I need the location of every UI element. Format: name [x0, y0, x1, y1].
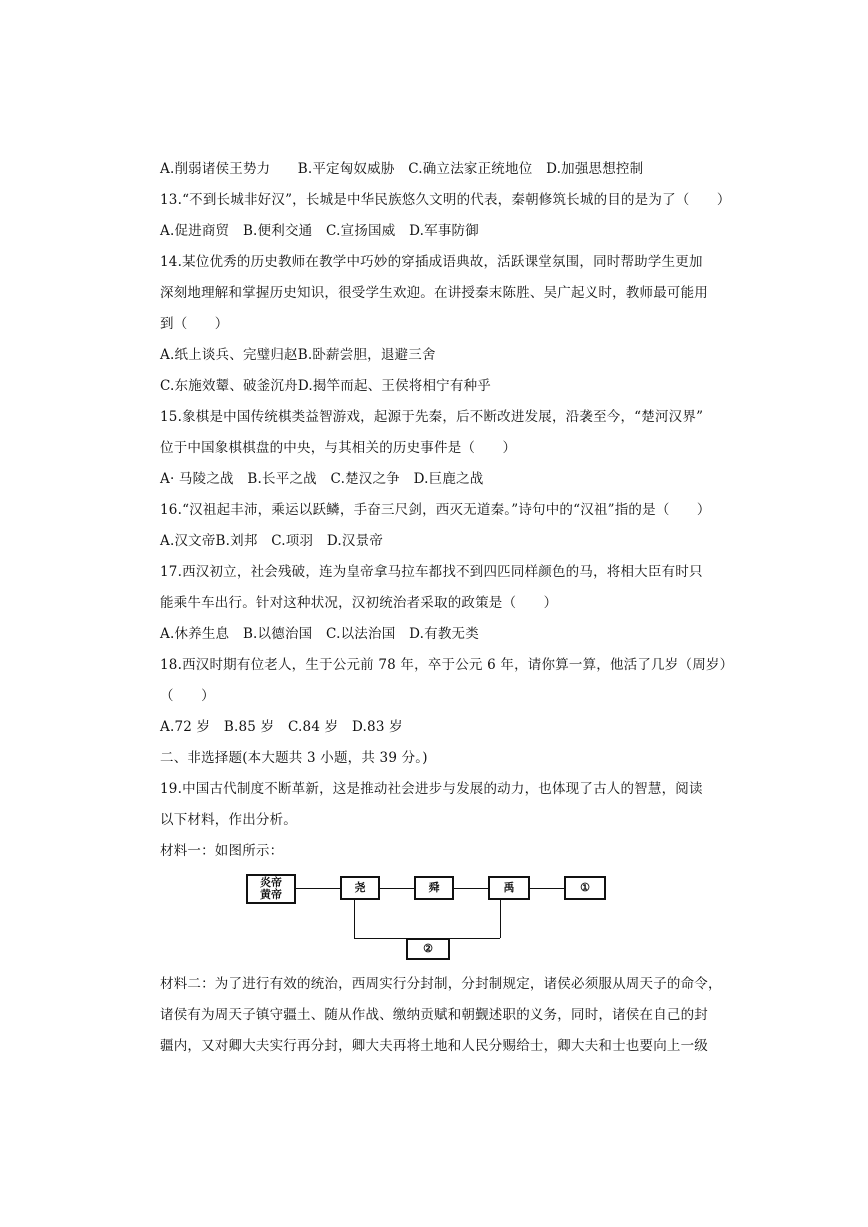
q14-options-ab: A.纸上谈兵、完璧归赵B.卧薪尝胆，退避三舍: [160, 347, 436, 363]
q15-stem-line2: 位于中国象棋棋盘的中央，与其相关的历史事件是（ ）: [160, 440, 517, 456]
q19-stem-line2: 以下材料，作出分析。: [160, 812, 297, 828]
material-two-line2: 诸侯有为周天子镇守疆土、随从作战、缴纳贡赋和朝觐述职的义务，同时，诸侯在自己的封: [160, 1007, 708, 1023]
connector-line: [530, 888, 564, 889]
q15-stem-line1: 15.象棋是中国传统棋类益智游戏，起源于先秦，后不断改进发展，沿袭至今，“楚河汉界”: [160, 409, 704, 425]
yan-huang-box: 炎帝 黄帝: [246, 874, 296, 904]
q14-options-cd: C.东施效颦、破釜沉舟D.揭竿而起、王侯将相宁有种乎: [160, 378, 491, 394]
connector-line: [454, 888, 488, 889]
shun-box: 舜: [414, 876, 454, 900]
section-two-heading: 二、非选择题(本大题共 3 小题，共 39 分。): [160, 750, 428, 766]
material-two-line1: 材料二：为了进行有效的统治，西周实行分封制，分封制规定，诸侯必须服从周天子的命令，: [160, 976, 722, 992]
q17-stem-line2: 能乘牛车出行。针对这种状况，汉初统治者采取的政策是（ ）: [160, 595, 558, 611]
material-one-label: 材料一：如图所示：: [160, 843, 284, 859]
q13-options: A.促进商贸 B.便利交通 C.宣扬国威 D.军事防御: [160, 223, 479, 239]
q17-stem-line1: 17.西汉初立，社会残破，连为皇帝拿马拉车都找不到四匹同样颜色的马，将相大臣有时只: [160, 564, 703, 580]
q14-stem-line1: 14.某位优秀的历史教师在教学中巧妙的穿插成语典故，活跃课堂氛围，同时帮助学生更加: [160, 254, 703, 270]
q15-options: A· 马陵之战 B.长平之战 C.楚汉之争 D.巨鹿之战: [160, 471, 484, 487]
q13-stem: 13.“不到长城非好汉”，长城是中华民族悠久文明的代表，秦朝修筑长城的目的是为了（ ）: [160, 192, 731, 208]
connector-line: [500, 900, 501, 938]
q14-stem-line3: 到（ ）: [160, 316, 229, 332]
q16-options: A.汉文帝B.刘邦 C.项羽 D.汉景帝: [160, 533, 384, 549]
q18-stem-line1: 18.西汉时期有位老人，生于公元前 78 年，卒于公元 6 年，请你算一算，他活了几岁（周岁）: [160, 657, 734, 673]
q19-stem-line1: 19.中国古代制度不断革新，这是推动社会进步与发展的动力，也体现了古人的智慧，阅读: [160, 781, 703, 797]
blank-box-1: ①: [564, 876, 606, 900]
q16-stem: 16.“汉祖起丰沛，乘运以跃鳞，手奋三尺剑，西灭无道秦。”诗句中的“汉祖”指的是（ ）: [160, 502, 711, 518]
yu-box: 禹: [488, 876, 530, 900]
q14-stem-line2: 深刻地理解和掌握历史知识，很受学生欢迎。在讲授秦末陈胜、吴广起义时，教师最可能用: [160, 285, 708, 301]
yao-box: 尧: [340, 876, 380, 900]
q17-options: A.休养生息 B.以德治国 C.以法治国 D.有教无类: [160, 626, 479, 642]
material-two-line3: 疆内，又对卿大夫实行再分封，卿大夫再将土地和人民分赐给士，卿大夫和士也要向上一级: [160, 1038, 708, 1054]
blank-box-2: ②: [406, 938, 450, 960]
q18-options: A.72 岁 B.85 岁 C.84 岁 D.83 岁: [160, 719, 403, 735]
connector-line: [296, 888, 340, 889]
q18-stem-line2: （ ）: [160, 688, 215, 704]
q12-options: A.削弱诸侯王势力 B.平定匈奴威胁 C.确立法家正统地位 D.加强思想控制: [160, 161, 644, 177]
succession-diagram: [240, 866, 620, 966]
connector-line: [354, 900, 355, 938]
connector-line: [380, 888, 414, 889]
